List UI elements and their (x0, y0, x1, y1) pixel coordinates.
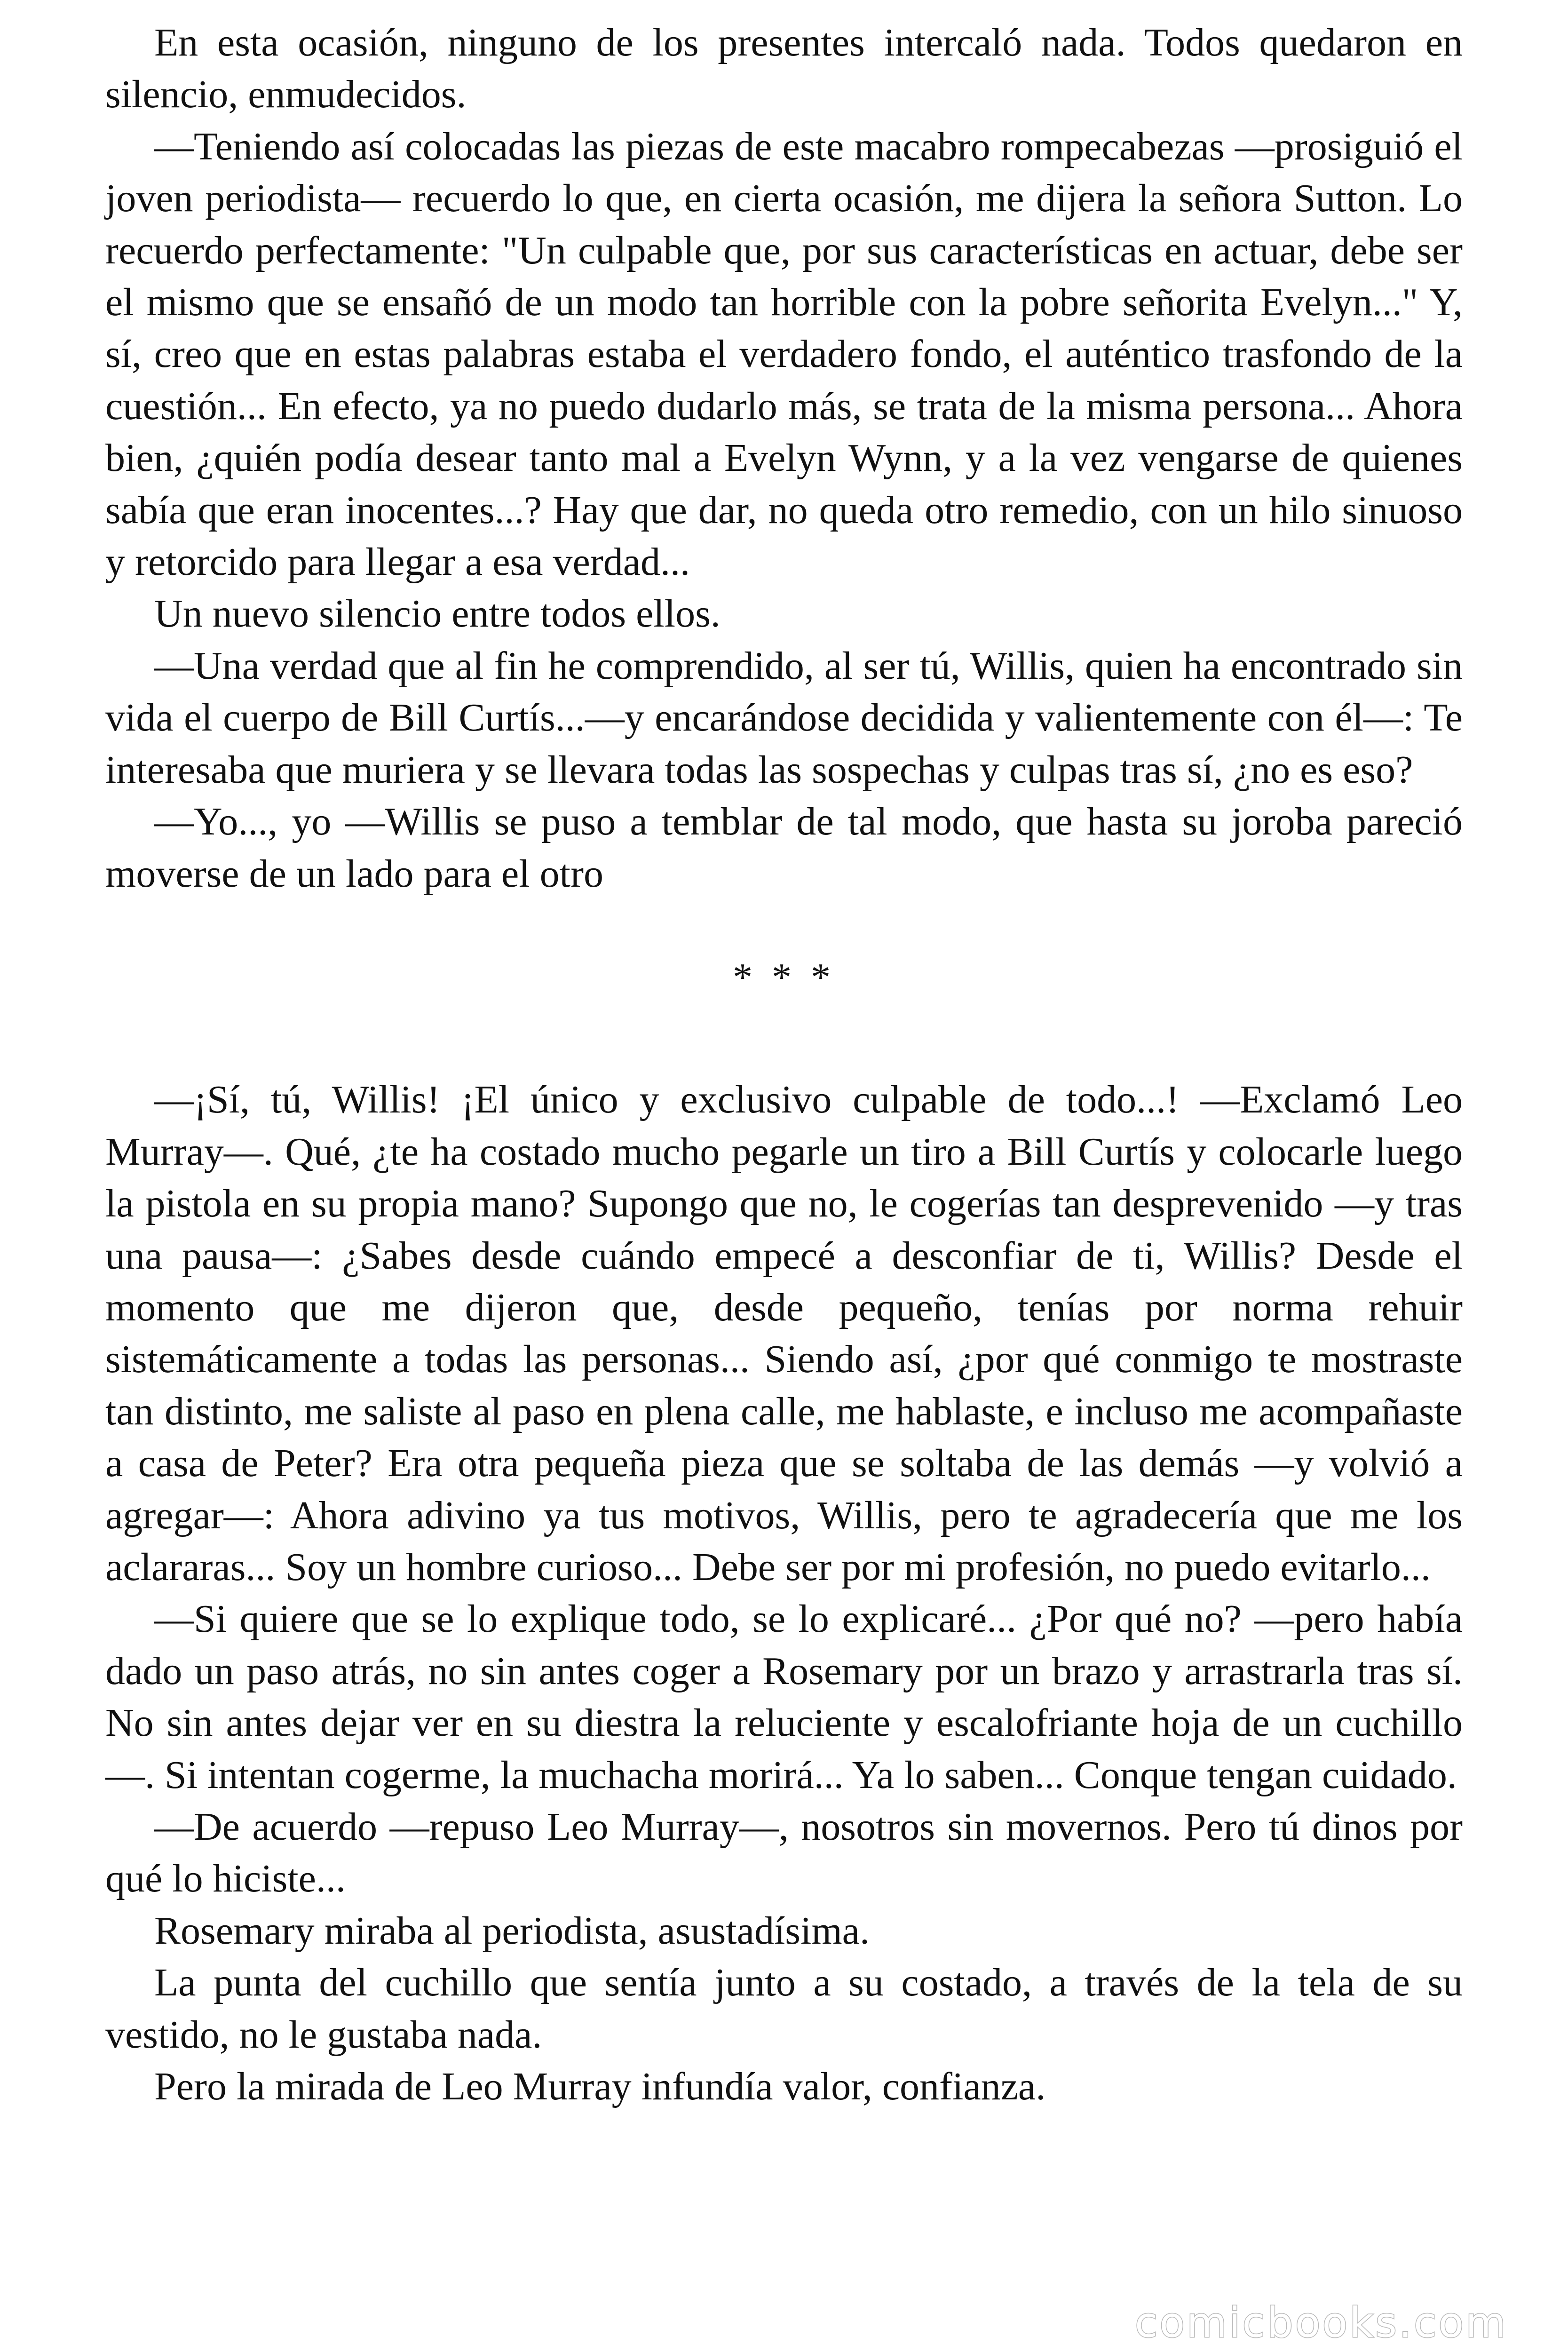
paragraph: La punta del cuchillo que sentía junto a su costado, a través de la tela de su vestido, no le gustaba nada. (105, 1961, 1463, 2057)
paragraph: Pero la mirada de Leo Murray infundía valor, confianza. (154, 2065, 1046, 2109)
paragraph: Un nuevo silencio entre todos ellos. (154, 592, 721, 636)
paragraph: —Una verdad que al fin he comprendido, al ser tú, Willis, quien ha encontrado sin vida el cuerpo de Bill Curtís...—y encarándose decidida y valientemente con él—: Te interesaba que muriera y se llevara todas las sospechas y culpas tras sí, ¿no es eso? (105, 644, 1463, 792)
paragraph: —Si quiere que se lo explique todo, se lo explicaré... ¿Por qué no? —pero había dado un paso atrás, no sin antes coger a Rosemary por un brazo y arrastrarla tras sí. No sin antes dejar ver en su diestra la reluciente y escalofriante hoja de un cuchillo—. Si intentan cogerme, la muchacha morirá... Ya lo saben... Conque tengan cuidado. (105, 1597, 1463, 1797)
watermark: comicbooks.com (1134, 2298, 1508, 2347)
document-page (105, 17, 1463, 2113)
paragraph: En esta ocasión, ninguno de los presentes intercaló nada. Todos quedaron en silencio, enmudecidos. (105, 21, 1463, 117)
paragraph: Rosemary miraba al periodista, asustadísima. (154, 1908, 870, 1953)
paragraph: —De acuerdo —repuso Leo Murray—, nosotros sin movernos. Pero tú dinos por qué lo hiciste... (105, 1805, 1463, 1901)
scene-separator: * * * (733, 955, 835, 999)
paragraph: —Teniendo así colocadas las piezas de este macabro rompecabezas —prosiguió el joven periodista— recuerdo lo que, en cierta ocasión, me dijera la señora Sutton. Lo recuerdo perfectamente: "Un culpable que, por sus características en actuar, debe ser el mismo que se ensañó de un modo tan horrible con la pobre señorita Evelyn..." Y, sí, creo que en estas palabras estaba el verdadero fondo, el auténtico trasfondo de la cuestión... En efecto, ya no puedo dudarlo más, se trata de la misma persona... Ahora bien, ¿quién podía desear tanto mal a Evelyn Wynn, y a la vez vengarse de quienes sabía que eran inocentes...? Hay que dar, no queda otro remedio, con un hilo sinuoso y retorcido para llegar a esa verdad... (105, 124, 1463, 584)
paragraph: —Yo..., yo —Willis se puso a temblar de tal modo, que hasta su joroba pareció moverse de un lado para el otro (105, 800, 1463, 896)
paragraph: —¡Sí, tú, Willis! ¡El único y exclusivo culpable de todo...! —Exclamó Leo Murray—. Qué, ¿te ha costado mucho pegarle un tiro a Bill Curtís y colocarle luego la pistola en su propia mano? Supongo que no, le cogerías tan desprevenido —y tras una pausa—: ¿Sabes desde cuándo empecé a desconfiar de ti, Willis? Desde el momento que me dijeron que, desde pequeño, tenías por norma rehuir sistemáticamente a todas las personas... Siendo así, ¿por qué conmigo te mostraste tan distinto, me saliste al paso en plena calle, me hablaste, e incluso me acompañaste a casa de Peter? Era otra pequeña pieza que se soltaba de las demás —y volvió a agregar—: Ahora adivino ya tus motivos, Willis, pero te agradecería que me los aclararas... Soy un hombre curioso... Debe ser por mi profesión, no puedo evitarlo... (105, 1078, 1463, 1589)
